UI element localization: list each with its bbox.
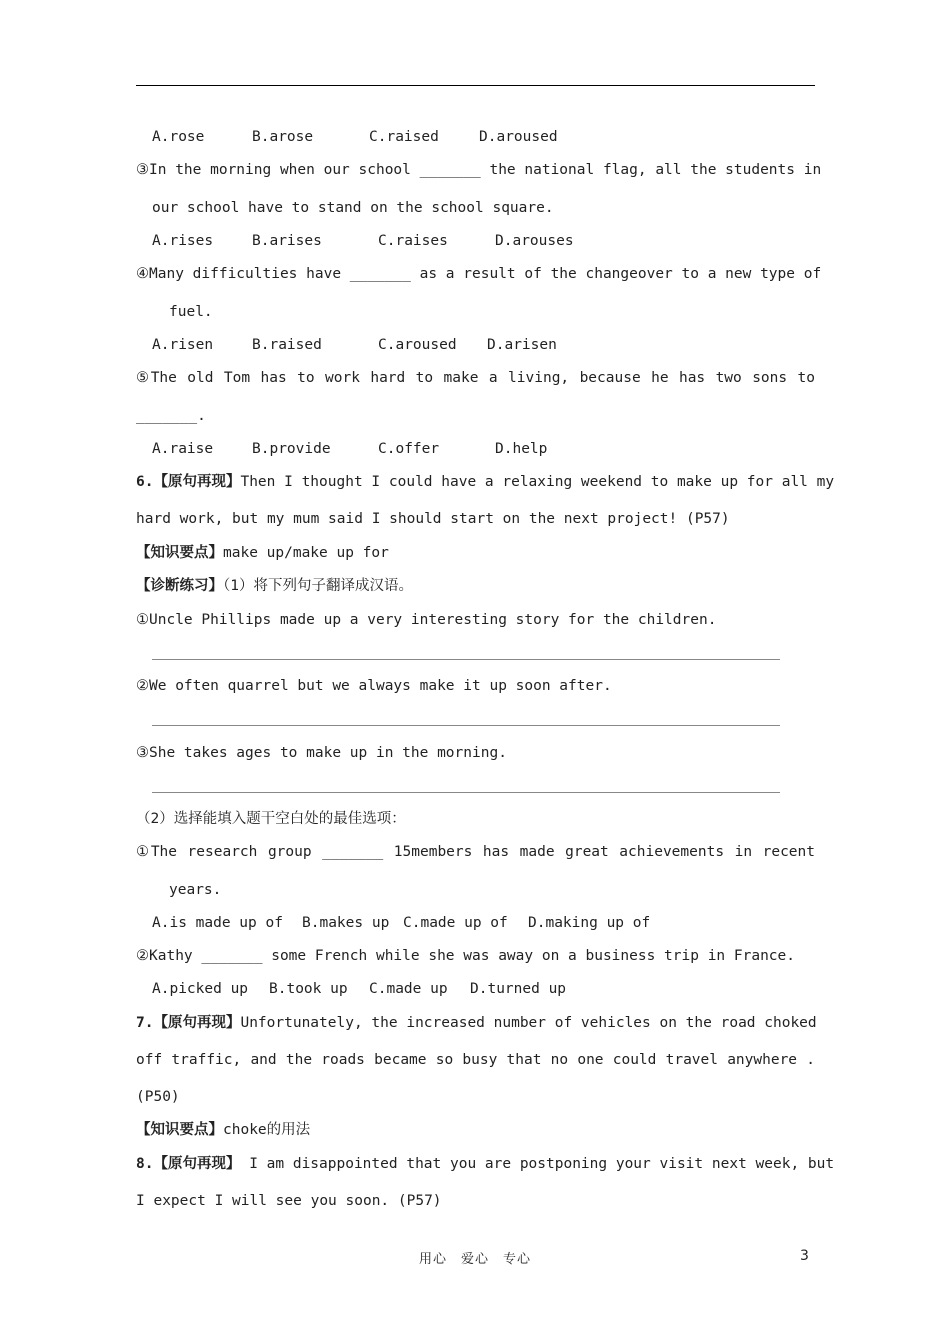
q2-option-c: C.raised	[369, 129, 439, 145]
choice-1-option-b: B.makes up	[302, 915, 390, 931]
answer-line-2[interactable]	[152, 725, 780, 726]
q5-option-a: A.raise	[152, 441, 214, 457]
page-number: 3	[800, 1248, 809, 1264]
translate-sentence-3: ③She takes ages to make up in the morning.	[136, 745, 507, 761]
q4-option-d: D.arisen	[487, 337, 557, 353]
q5-option-c: C.offer	[378, 441, 440, 457]
answer-line-1[interactable]	[152, 659, 780, 660]
item6-sentence-text: Then I thought I could have a relaxing weekend to make up for all my	[240, 474, 835, 490]
choice-2-option-d: D.turned up	[470, 981, 567, 997]
choice-1-option-a: A.is made up of	[152, 915, 283, 931]
q4-option-b: B.raised	[252, 337, 322, 353]
choice-2-option-c: C.made up	[369, 981, 448, 997]
item6-part2-heading: （2）选择能填入题干空白处的最佳选项：	[136, 811, 406, 827]
q3-option-b: B.arises	[252, 233, 322, 249]
answer-line-3[interactable]	[152, 792, 780, 793]
item8-label: 8.【原句再现】	[136, 1156, 241, 1172]
choice-2-question: ②Kathy _______ some French while she was away on a business trip in France.	[136, 948, 795, 964]
q5-question-cont: _______.	[136, 408, 206, 424]
item6-key-point-label: 【知识要点】	[136, 545, 223, 561]
item6-key-point	[136, 543, 815, 563]
translate-sentence-2: ②We often quarrel but we always make it up soon after.	[136, 678, 612, 694]
item7-page-ref: (P50)	[136, 1089, 180, 1105]
q3-option-a: A.rises	[152, 233, 214, 249]
footer-motto: 用心 爱心 专心	[418, 1252, 531, 1267]
choice-1-question-cont: years.	[169, 882, 222, 898]
q4-question-cont: fuel.	[169, 304, 213, 320]
item6-label: 6.【原句再现】	[136, 474, 241, 490]
item6-diagnostic-label: 【诊断练习】	[136, 578, 223, 594]
item6-original-sentence	[136, 472, 835, 492]
item8-original-sentence	[136, 1154, 835, 1174]
item7-original-sentence	[136, 1013, 815, 1033]
q2-option-d: D.aroused	[479, 129, 558, 145]
item7-sentence-cont: off traffic, and the roads became so busy that no one could travel anywhere .	[136, 1052, 815, 1068]
item6-sentence-cont: hard work, but my mum said I should start on the next project! (P57)	[136, 511, 730, 527]
q5-option-d: D.help	[495, 441, 548, 457]
choice-2-option-b: B.took up	[269, 981, 348, 997]
q2-option-a: A.rose	[152, 129, 205, 145]
choice-1-option-d: D.making up of	[528, 915, 651, 931]
item7-key-point-label: 【知识要点】	[136, 1122, 223, 1138]
q4-option-a: A.risen	[152, 337, 214, 353]
item7-key-point-text: choke的用法	[223, 1122, 311, 1138]
item7-sentence-text: Unfortunately, the increased number of vehicles on the road choked	[240, 1015, 817, 1031]
q5-question: ⑤The old Tom has to work hard to make a living, because he has two sons to	[136, 370, 815, 386]
choice-1-option-c: C.made up of	[403, 915, 508, 931]
choice-2-option-a: A.picked up	[152, 981, 249, 997]
q3-option-d: D.arouses	[495, 233, 574, 249]
q2-option-b: B.arose	[252, 129, 314, 145]
item6-diagnostic-text: （1）将下列句子翻译成汉语。	[223, 578, 413, 594]
item7-label: 7.【原句再现】	[136, 1015, 241, 1031]
choice-1-question: ①The research group _______ 15members has made great achievements in recent	[136, 844, 815, 860]
q3-option-c: C.raises	[378, 233, 448, 249]
q3-question-cont: our school have to stand on the school square.	[152, 200, 554, 216]
q4-option-c: C.aroused	[378, 337, 457, 353]
item6-diagnostic	[136, 576, 815, 596]
item6-key-point-text: make up/make up for	[223, 545, 389, 561]
translate-sentence-1: ①Uncle Phillips made up a very interesting story for the children.	[136, 612, 717, 628]
header-rule	[136, 85, 815, 86]
item7-key-point	[136, 1120, 815, 1140]
item8-sentence-text: I am disappointed that you are postponing your visit next week, but	[240, 1156, 835, 1172]
q4-question: ④Many difficulties have _______ as a result of the changeover to a new type of	[136, 266, 822, 282]
q5-option-b: B.provide	[252, 441, 331, 457]
q3-question: ③In the morning when our school _______ the national flag, all the students in	[136, 162, 822, 178]
item8-sentence-cont: I expect I will see you soon. (P57)	[136, 1193, 442, 1209]
